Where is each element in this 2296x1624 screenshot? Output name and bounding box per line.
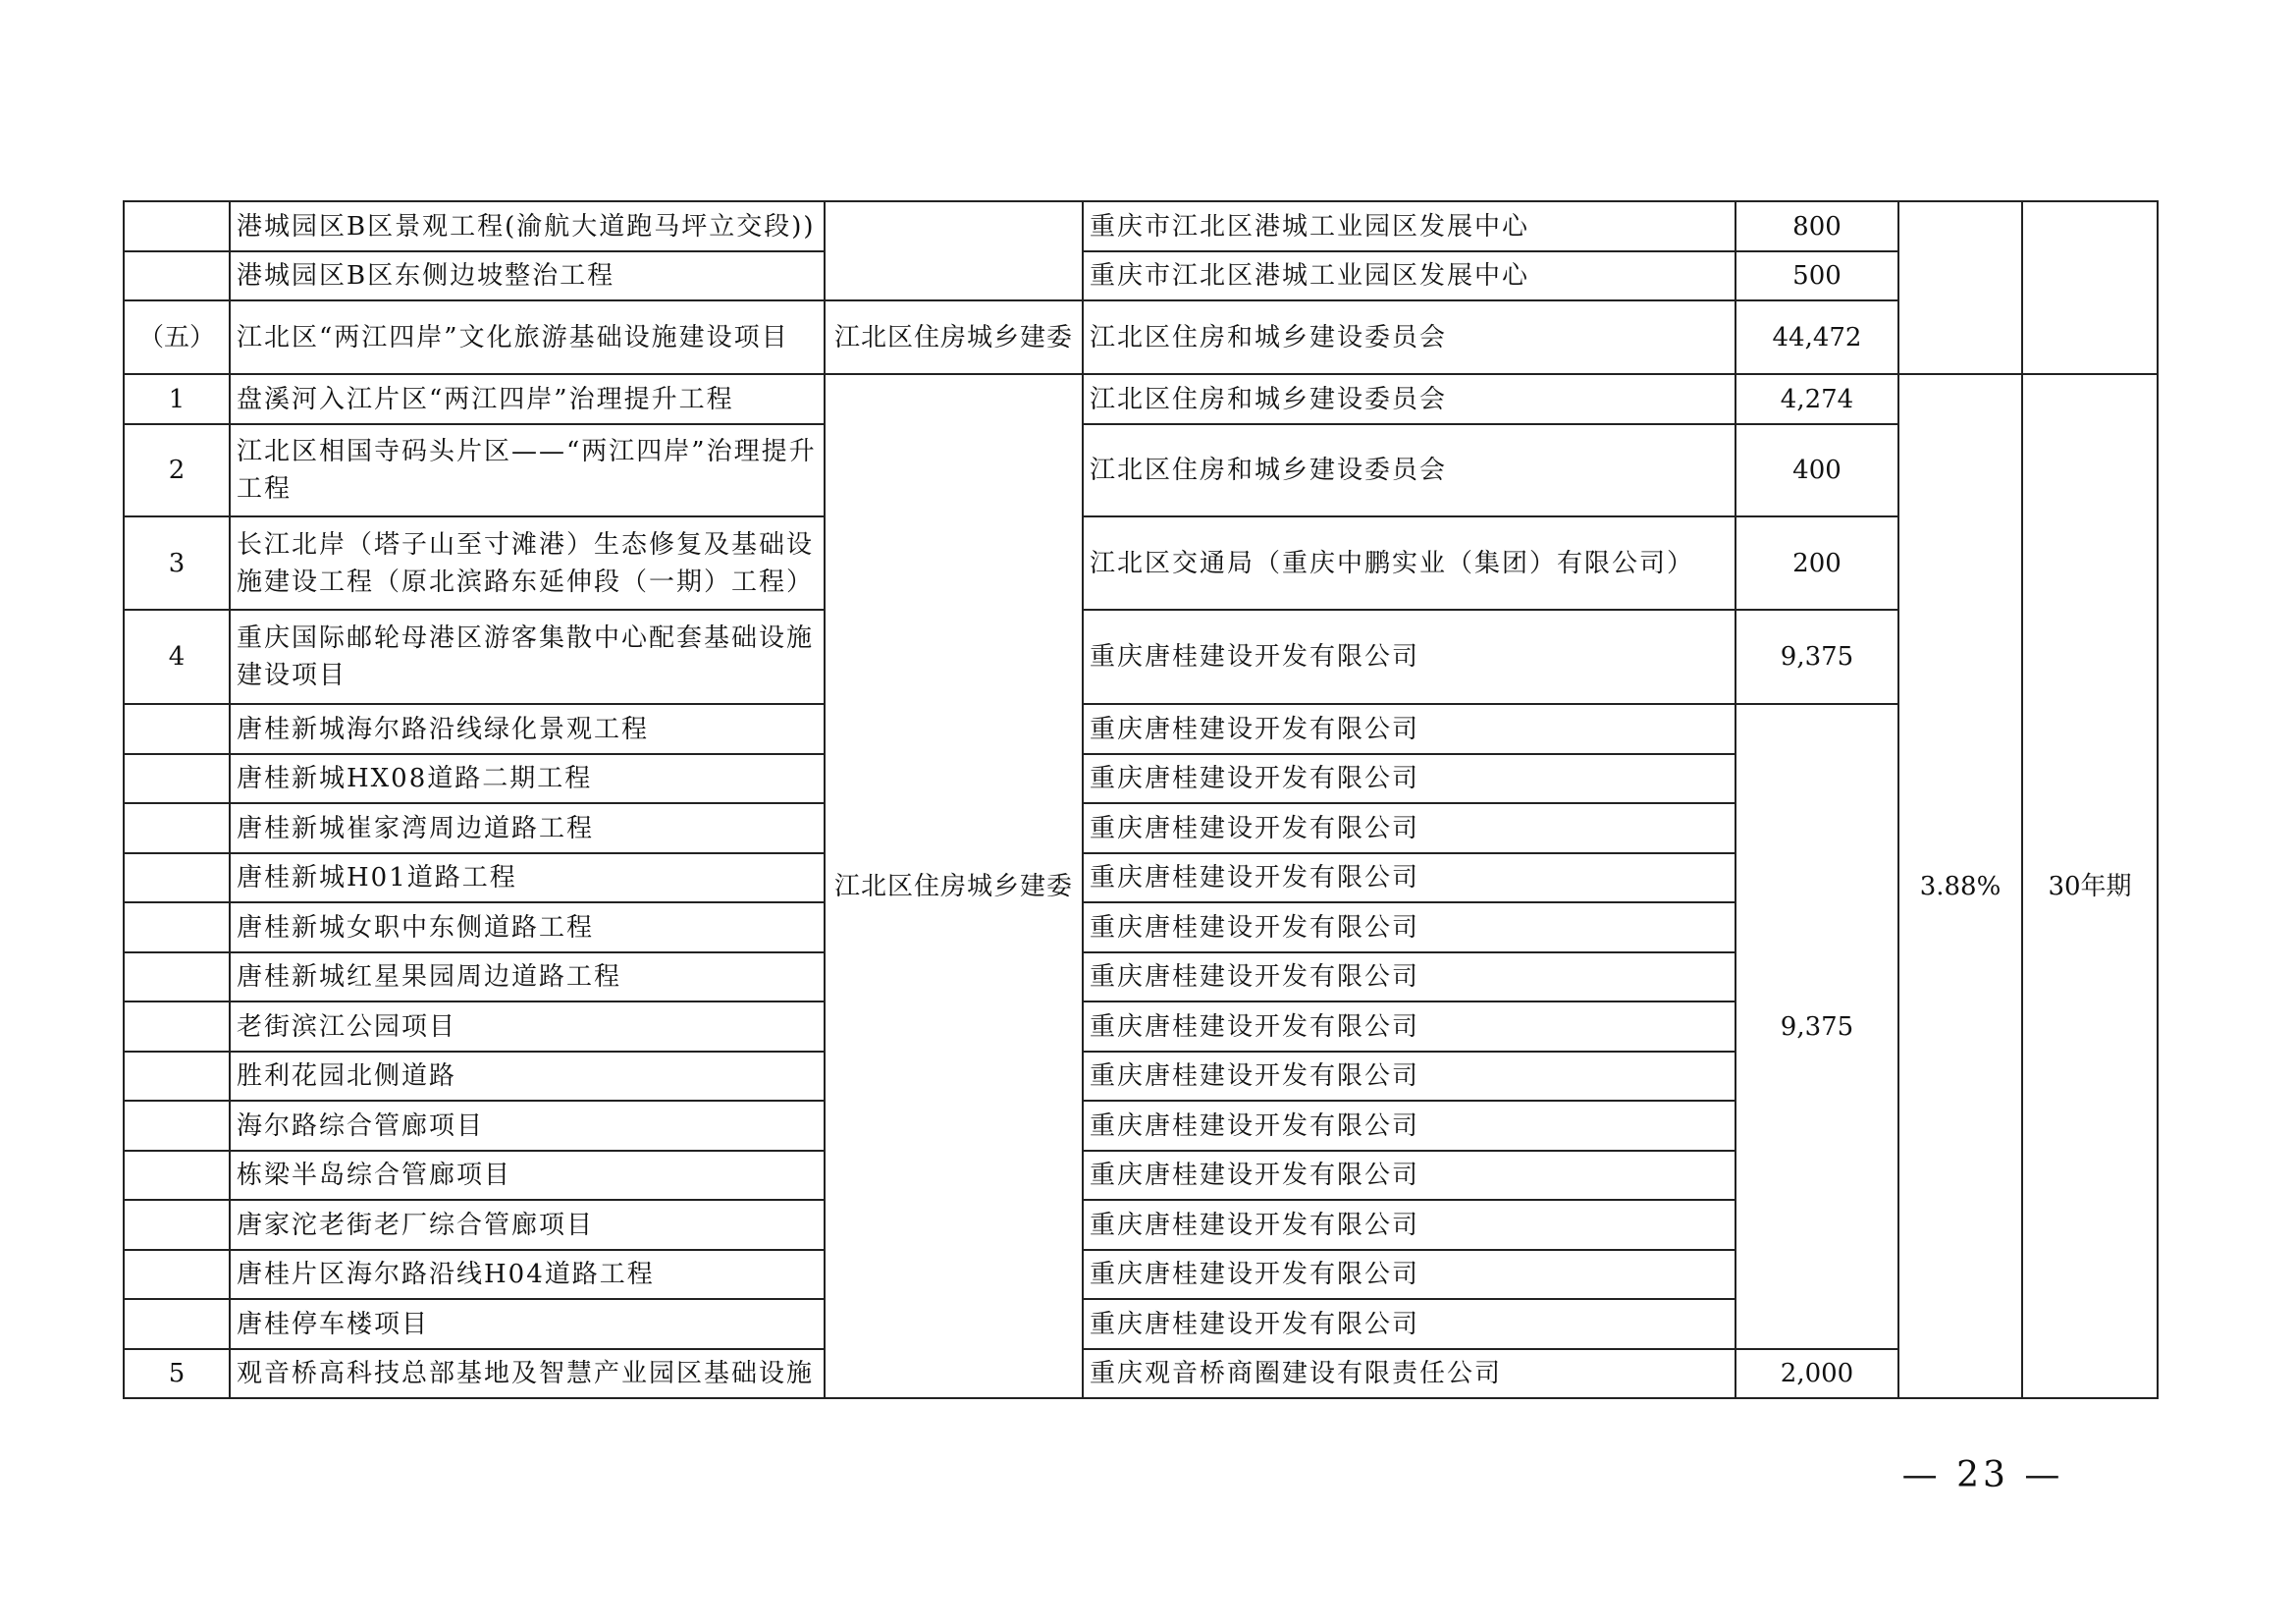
row-number (124, 1052, 230, 1101)
row-number (124, 952, 230, 1001)
rate-cell (1898, 201, 2022, 374)
implementing-unit: 江北区住房和城乡建设委员会 (1083, 300, 1735, 374)
row-number (124, 1101, 230, 1151)
row-number (124, 1001, 230, 1052)
row-number: （五） (124, 300, 230, 374)
implementing-unit: 重庆唐桂建设开发有限公司 (1083, 1052, 1735, 1101)
project-name: 唐桂新城红星果园周边道路工程 (230, 952, 825, 1001)
row-number (124, 803, 230, 853)
bond-term: 30年期 (2022, 374, 2158, 1398)
row-number: 3 (124, 516, 230, 610)
term-cell (2022, 201, 2158, 374)
implementing-unit: 重庆观音桥商圈建设有限责任公司 (1083, 1349, 1735, 1398)
row-number: 2 (124, 424, 230, 516)
table-row (124, 251, 2158, 300)
project-name: 老街滨江公园项目 (230, 1001, 825, 1052)
project-name: 盘溪河入江片区“两江四岸”治理提升工程 (230, 374, 825, 424)
page-number: — 23 — (1901, 1455, 2064, 1495)
project-name: 唐桂新城HX08道路二期工程 (230, 754, 825, 803)
implementing-unit: 重庆唐桂建设开发有限公司 (1083, 610, 1735, 704)
project-name: 唐桂停车楼项目 (230, 1299, 825, 1349)
row-number (124, 902, 230, 952)
row-number (124, 251, 230, 300)
row-number (124, 704, 230, 754)
row-number (124, 754, 230, 803)
implementing-unit: 江北区住房和城乡建设委员会 (1083, 374, 1735, 424)
implementing-unit: 重庆唐桂建设开发有限公司 (1083, 1200, 1735, 1250)
amount: 2,000 (1735, 1349, 1898, 1398)
implementing-unit: 江北区住房和城乡建设委员会 (1083, 424, 1735, 516)
amount: 4,274 (1735, 374, 1898, 424)
project-name: 唐桂新城H01道路工程 (230, 853, 825, 902)
project-name: 长江北岸（塔子山至寸滩港）生态修复及基础设施建设工程（原北滨路东延伸段（一期）工程） (230, 516, 825, 610)
project-name: 唐家沱老街老厂综合管廊项目 (230, 1200, 825, 1250)
project-name: 唐桂新城海尔路沿线绿化景观工程 (230, 704, 825, 754)
project-name: 江北区“两江四岸”文化旅游基础设施建设项目 (230, 300, 825, 374)
row-number: 1 (124, 374, 230, 424)
table-row (124, 1349, 2158, 1398)
table-row (124, 516, 2158, 610)
project-name: 海尔路综合管廊项目 (230, 1101, 825, 1151)
row-number (124, 1250, 230, 1299)
amount: 400 (1735, 424, 1898, 516)
implementing-unit: 重庆唐桂建设开发有限公司 (1083, 952, 1735, 1001)
implementing-unit: 重庆市江北区港城工业园区发展中心 (1083, 201, 1735, 251)
implementing-unit: 江北区交通局（重庆中鹏实业（集团）有限公司） (1083, 516, 1735, 610)
implementing-unit: 重庆唐桂建设开发有限公司 (1083, 803, 1735, 853)
table-row (124, 424, 2158, 516)
project-name: 观音桥高科技总部基地及智慧产业园区基础设施 (230, 1349, 825, 1398)
project-name: 胜利花园北侧道路 (230, 1052, 825, 1101)
implementing-unit: 重庆唐桂建设开发有限公司 (1083, 1151, 1735, 1200)
row-number (124, 201, 230, 251)
project-name: 唐桂新城女职中东侧道路工程 (230, 902, 825, 952)
project-name: 栋梁半岛综合管廊项目 (230, 1151, 825, 1200)
table-row (124, 704, 2158, 754)
table-row (124, 300, 2158, 374)
project-name: 唐桂片区海尔路沿线H04道路工程 (230, 1250, 825, 1299)
table-row (124, 201, 2158, 251)
department: 江北区住房城乡建委 (825, 300, 1083, 374)
amount: 200 (1735, 516, 1898, 610)
row-number (124, 853, 230, 902)
department-cell (825, 201, 1083, 300)
table-row (124, 374, 2158, 424)
row-number (124, 1200, 230, 1250)
implementing-unit: 重庆唐桂建设开发有限公司 (1083, 1001, 1735, 1052)
project-name: 江北区相国寺码头片区——“两江四岸”治理提升工程 (230, 424, 825, 516)
implementing-unit: 重庆唐桂建设开发有限公司 (1083, 1101, 1735, 1151)
bond-project-table (123, 200, 2159, 1399)
implementing-unit: 重庆唐桂建设开发有限公司 (1083, 1299, 1735, 1349)
implementing-unit: 重庆唐桂建设开发有限公司 (1083, 902, 1735, 952)
project-name: 唐桂新城崔家湾周边道路工程 (230, 803, 825, 853)
project-name: 港城园区B区景观工程(渝航大道跑马坪立交段)) (230, 201, 825, 251)
amount: 44,472 (1735, 300, 1898, 374)
row-number: 5 (124, 1349, 230, 1398)
row-number: 4 (124, 610, 230, 704)
amount: 800 (1735, 201, 1898, 251)
table-row (124, 610, 2158, 704)
implementing-unit: 重庆唐桂建设开发有限公司 (1083, 1250, 1735, 1299)
amount: 500 (1735, 251, 1898, 300)
amount: 9,375 (1735, 610, 1898, 704)
amount-merged: 9,375 (1735, 704, 1898, 1349)
implementing-unit: 重庆唐桂建设开发有限公司 (1083, 754, 1735, 803)
row-number (124, 1151, 230, 1200)
implementing-unit: 重庆市江北区港城工业园区发展中心 (1083, 251, 1735, 300)
project-name: 重庆国际邮轮母港区游客集散中心配套基础设施建设项目 (230, 610, 825, 704)
implementing-unit: 重庆唐桂建设开发有限公司 (1083, 704, 1735, 754)
implementing-unit: 重庆唐桂建设开发有限公司 (1083, 853, 1735, 902)
row-number (124, 1299, 230, 1349)
project-name: 港城园区B区东侧边坡整治工程 (230, 251, 825, 300)
department-merged: 江北区住房城乡建委 (825, 374, 1083, 1398)
interest-rate: 3.88% (1898, 374, 2022, 1398)
